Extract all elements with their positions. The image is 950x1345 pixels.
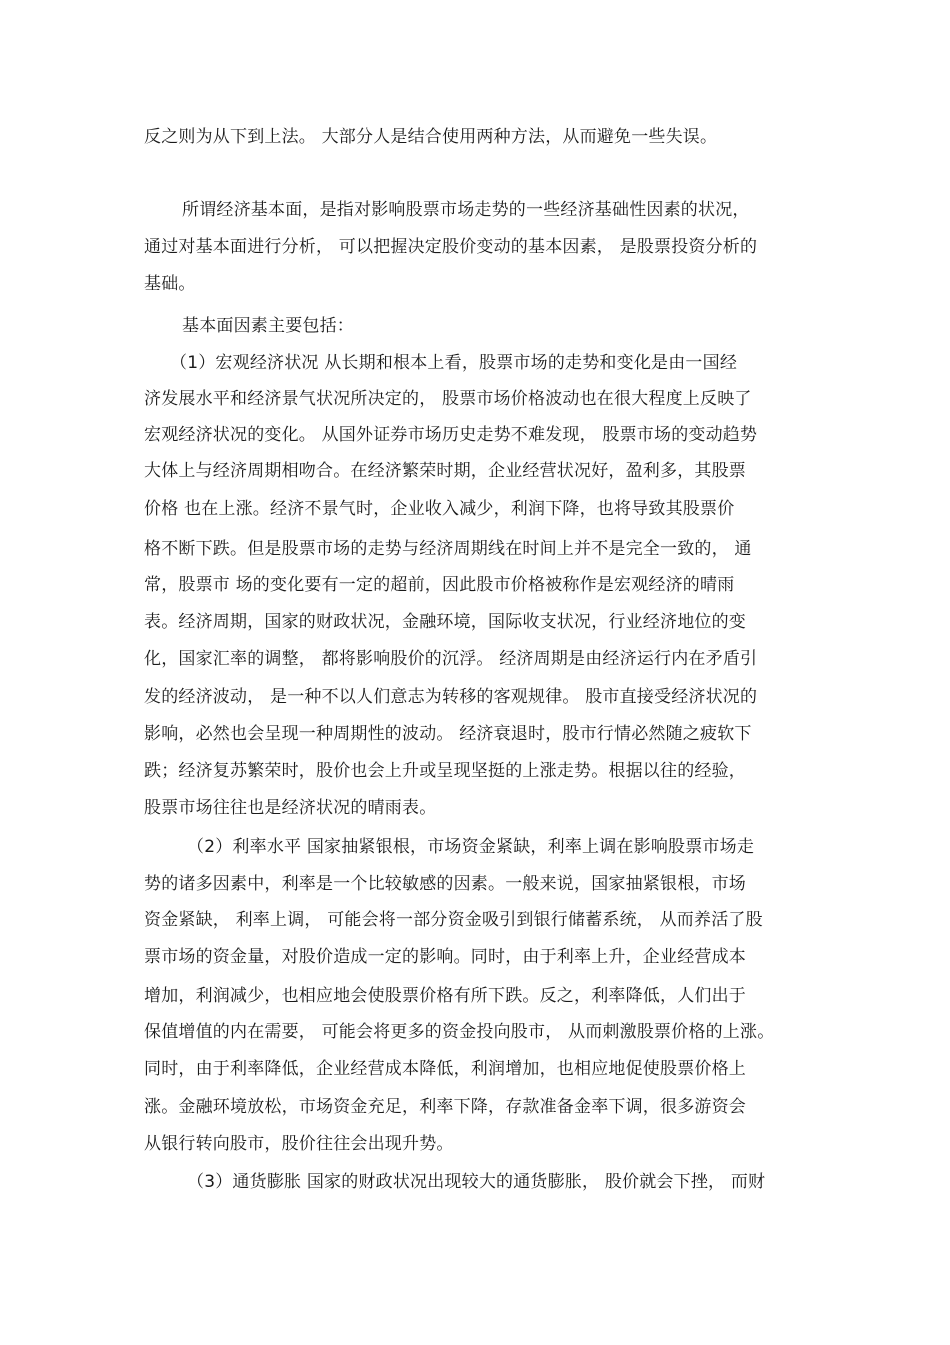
text-line: 大体上与经济周期相吻合。在经济繁荣时期，企业经营状况好，盈利多，其股票: [144, 461, 746, 481]
text-line: 跌；经济复苏繁荣时，股价也会上升或呈现坚挺的上涨走势。根据以往的经验，: [144, 761, 746, 781]
text-line: 基础。: [144, 274, 196, 294]
text-line: 通过对基本面进行分析， 可以把握决定股价变动的基本因素， 是股票投资分析的: [144, 237, 758, 257]
text-line: 涨。金融环境放松，市场资金充足，利率下降，存款准备金率下调，很多游资会: [144, 1097, 746, 1117]
text-line: 格不断下跌。但是股票市场的走势与经济周期线在时间上并不是完全一致的， 通: [144, 539, 752, 559]
text-line: 资金紧缺， 利率上调， 可能会将一部分资金吸引到银行储蓄系统， 从而养活了股: [144, 910, 763, 930]
section-heading-line: （2）利率水平 国家抽紧银根，市场资金紧缺，利率上调在影响股票市场走: [187, 837, 755, 857]
text-line: 势的诸多因素中，利率是一个比较敏感的因素。一般来说，国家抽紧银根，市场: [144, 874, 746, 894]
text-line: 表。经济周期，国家的财政状况，金融环境，国际收支状况，行业经济地位的变: [144, 612, 746, 632]
text-line: 发的经济波动， 是一种不以人们意志为转移的客观规律。 股市直接受经济状况的: [144, 687, 758, 707]
text-line: 同时，由于利率降低，企业经营成本降低，利润增加，也相应地促使股票价格上: [144, 1059, 746, 1079]
text-line: 价格 也在上涨。经济不景气时，企业收入减少，利润下降，也将导致其股票价: [144, 499, 735, 519]
paragraph-first-line: 基本面因素主要包括：: [182, 316, 354, 336]
text-line: 常，股票市 场的变化要有一定的超前，因此股市价格被称作是宏观经济的晴雨: [144, 575, 735, 595]
section-heading-line: （3）通货膨胀 国家的财政状况出现较大的通货膨胀， 股价就会下挫， 而财: [187, 1172, 766, 1192]
text-line: 保值增值的内在需要， 可能会将更多的资金投向股市， 从而刺激股票价格的上涨。: [144, 1022, 775, 1042]
text-line: 反之则为从下到上法。 大部分人是结合使用两种方法，从而避免一些失误。: [144, 127, 718, 147]
text-line: 从银行转向股市，股价往往会出现升势。: [144, 1134, 454, 1154]
section-heading-line: （1）宏观经济状况 从长期和根本上看，股票市场的走势和变化是由一国经: [170, 353, 738, 373]
text-line: 票市场的资金量，对股价造成一定的影响。同时，由于利率上升，企业经营成本: [144, 947, 746, 967]
paragraph-first-line: 所谓经济基本面，是指对影响股票市场走势的一些经济基础性因素的状况，: [182, 200, 750, 220]
text-line: 化，国家汇率的调整， 都将影响股价的沉浮。 经济周期是由经济运行内在矛盾引: [144, 649, 758, 669]
text-line: 宏观经济状况的变化。 从国外证券市场历史走势不难发现， 股票市场的变动趋势: [144, 425, 758, 445]
text-line: 增加，利润减少，也相应地会使股票价格有所下跌。反之，利率降低，人们出于: [144, 986, 746, 1006]
text-line: 济发展水平和经济景气状况所决定的， 股票市场价格波动也在很大程度上反映了: [144, 389, 752, 409]
text-line: 股票市场往往也是经济状况的晴雨表。: [144, 798, 437, 818]
text-line: 影响，必然也会呈现一种周期性的波动。 经济衰退时，股市行情必然随之疲软下: [144, 724, 752, 744]
